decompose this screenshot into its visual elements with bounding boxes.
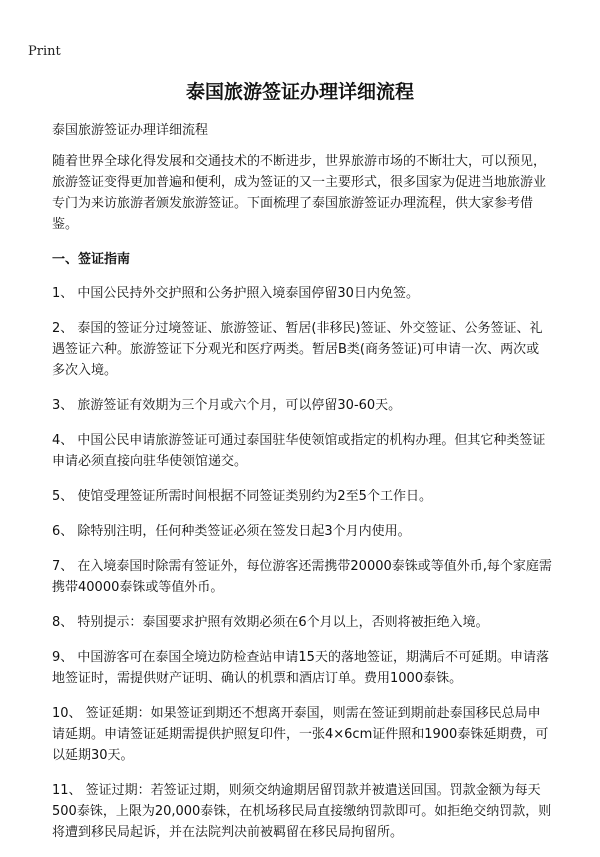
guide-item-8: 8、 特别提示：泰国要求护照有效期必须在6个月以上，否则将被拒绝入境。: [52, 615, 489, 630]
guide-item-2: 2、 泰国的签证分过境签证、旅游签证、暂居(非移民)签证、外交签证、公务签证、礼遇签证六种。旅游签证下分观光和医疗两类。暂居B类(商务签证)可申请一次、两次或多次入境。: [52, 321, 543, 378]
guide-item-11: 11、 签证过期：若签证过期，则须交纳逾期居留罚款并被遣送回国。罚款金额为每天500泰铢，上限为20,000泰铢，在机场移民局直接缴纳罚款即可。如拒绝交纳罚款，则将遭到移民局起诉，并在法院判决前被羁留在移民局拘留所。: [52, 783, 552, 840]
section-heading: 一、签证指南: [52, 252, 131, 267]
guide-item-1: 1、 中国公民持外交护照和公务护照入境泰国停留30日内免签。: [52, 286, 419, 301]
guide-item-6: 6、 除特别注明，任何种类签证必须在签发日起3个月内使用。: [52, 524, 411, 539]
page-title: 泰国旅游签证办理详细流程: [185, 81, 414, 103]
guide-item-10: 10、 签证延期：如果签证到期还不想离开泰国，则需在签证到期前赴泰国移民总局申请延期。申请签证延期需提供护照复印件，一张4×6cm证件照和1900泰铢延期费，可以延期30天。: [52, 706, 549, 763]
article-subtitle: 泰国旅游签证办理详细流程: [52, 123, 209, 138]
guide-item-3: 3、 旅游签证有效期为三个月或六个月，可以停留30-60天。: [52, 398, 402, 413]
article-body: [52, 120, 552, 857]
print-link[interactable]: Print: [28, 44, 61, 59]
intro-paragraph: 随着世界全球化得发展和交通技术的不断进步，世界旅游市场的不断壮大，可以预见，旅游签证变得更加普遍和便利，成为签证的又一主要形式，很多国家为促进当地旅游业专门为来访旅游者颁发旅游签证。下面梳理了泰国旅游签证办理流程，供大家参考借鉴。: [52, 154, 547, 232]
guide-item-7: 7、 在入境泰国时除需有签证外，每位游客还需携带20000泰铢或等值外币,每个家庭需携带40000泰铢或等值外币。: [52, 559, 552, 595]
guide-item-4: 4、 中国公民申请旅游签证可通过泰国驻华使领馆或指定的机构办理。但其它种类签证申请必须直接向驻华使领馆递交。: [52, 433, 546, 469]
guide-item-9: 9、 中国游客可在泰国全境边防检查站申请15天的落地签证，期满后不可延期。申请落地签证时，需提供财产证明、确认的机票和酒店订单。费用1000泰铢。: [52, 650, 549, 686]
guide-item-5: 5、 使馆受理签证所需时间根据不同签证类别约为2至5个工作日。: [52, 489, 432, 504]
